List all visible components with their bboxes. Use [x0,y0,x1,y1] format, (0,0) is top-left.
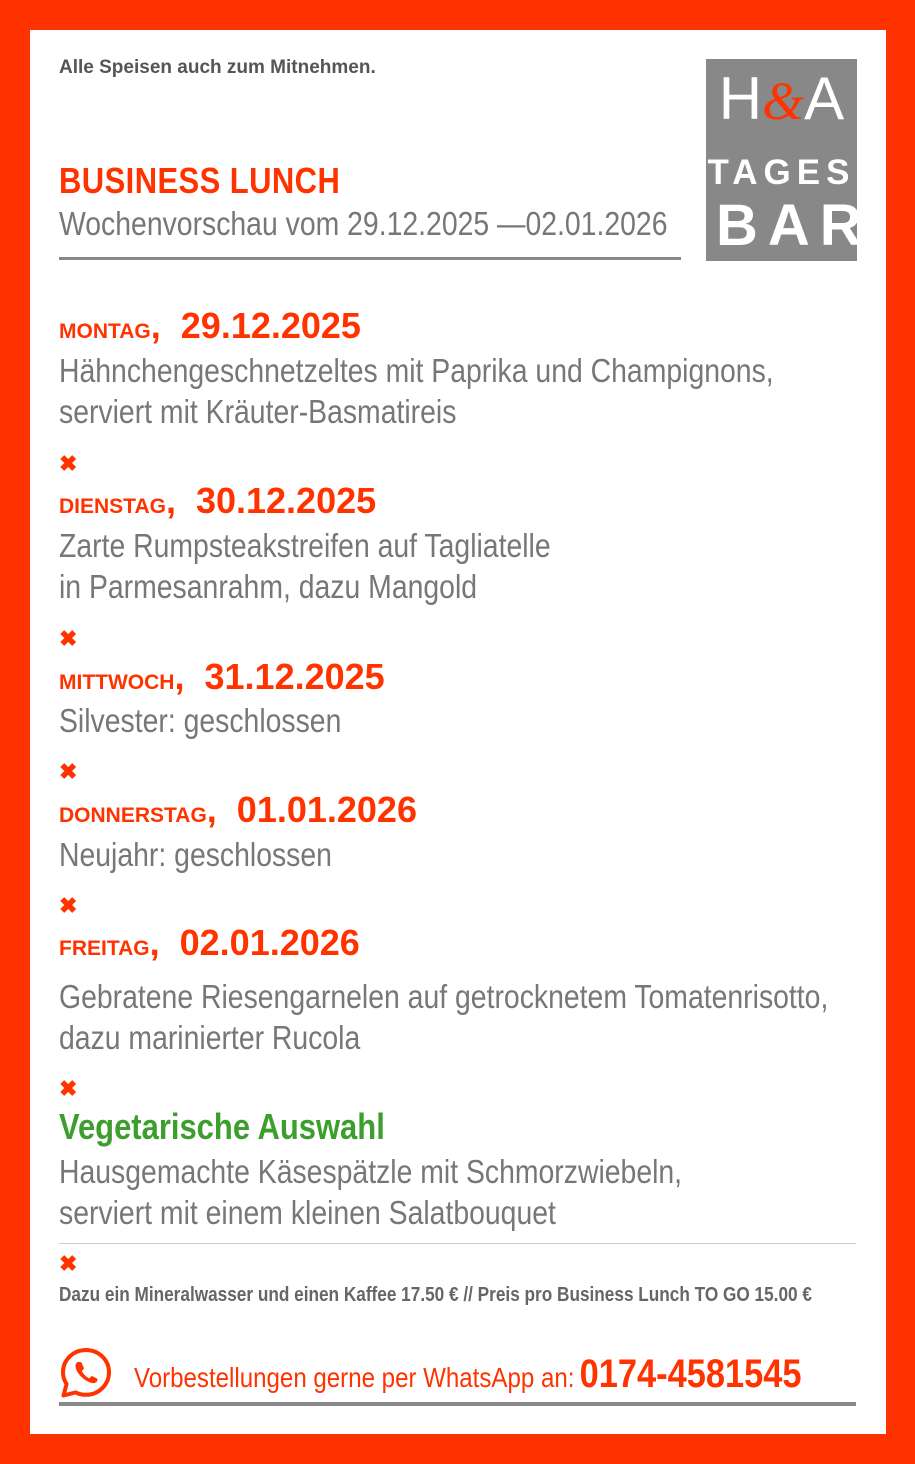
week-range: Wochenvorschau vom 29.12.2025 —02.01.2026 [59,205,668,242]
day-heading-wednesday: MITTWOCH, 31.12.2025 [59,656,385,697]
price-note: Dazu ein Mineralwasser und einen Kaffee 17.50 € // Preis pro Business Lunch TO GO 15.00 € [59,1284,812,1306]
separator-icon: ✖ [59,451,78,476]
logo-ha: H&A [718,65,845,132]
logo-tages: TAGES [707,153,856,192]
logo [706,59,872,261]
price-divider [59,1243,856,1244]
day-heading-monday: MONTAG, 29.12.2025 [59,305,361,346]
whatsapp-icon[interactable] [59,1346,113,1400]
header-divider [59,257,681,260]
day-heading-thursday: DONNERSTAG, 01.01.2026 [59,789,417,830]
whatsapp-order-text: Vorbestellungen gerne per WhatsApp an: 0174-4581545 [134,1352,802,1396]
whatsapp-number[interactable]: 0174-4581545 [579,1352,802,1396]
dish-monday: Hähnchengeschnetzeltes mit Paprika und Champignons, serviert mit Kräuter-Basmatireis [59,352,774,430]
separator-icon: ✖ [59,626,78,651]
separator-icon: ✖ [59,893,78,918]
logo-bar: BAR [716,193,872,258]
dish-vegetarian: Hausgemachte Käsespätzle mit Schmorzwiebeln, serviert mit einem kleinen Salatbouquet [59,1153,683,1231]
footer-divider [59,1402,856,1406]
day-heading-tuesday: DIENSTAG, 30.12.2025 [59,480,377,521]
vegetarian-title: Vegetarische Auswahl [59,1106,385,1147]
dish-wednesday: Silvester: geschlossen [59,702,342,739]
menu-card [30,30,886,1434]
separator-icon: ✖ [59,1251,78,1276]
dish-tuesday: Zarte Rumpsteakstreifen auf Tagliatelle in Parmesanrahm, dazu Mangold [59,527,551,605]
separator-icon: ✖ [59,759,78,784]
page-title: BUSINESS LUNCH [59,160,341,201]
dish-friday: Gebratene Riesengarnelen auf getrocknetem Tomatenrisotto, dazu marinierter Rucola [59,978,829,1056]
day-heading-friday: FREITAG, 02.01.2026 [59,922,360,963]
dish-thursday: Neujahr: geschlossen [59,836,332,873]
separator-icon: ✖ [59,1076,78,1101]
takeaway-note: Alle Speisen auch zum Mitnehmen. [59,57,376,78]
